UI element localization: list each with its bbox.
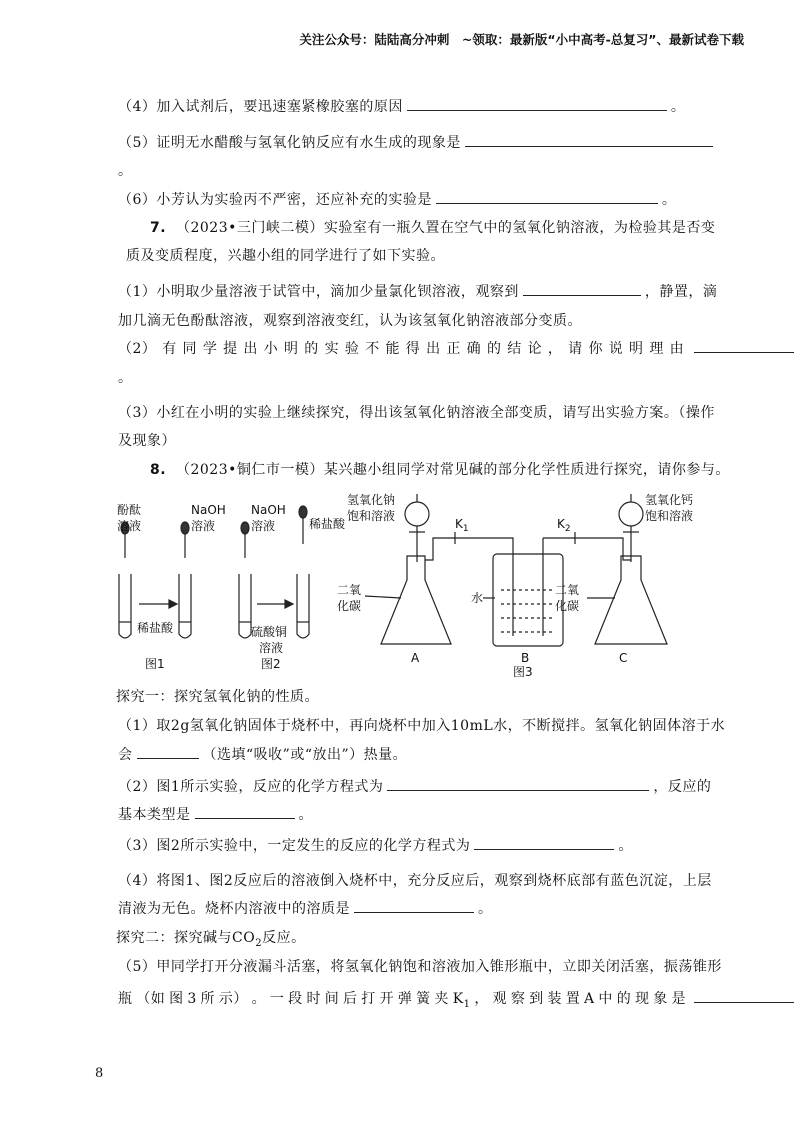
svg-text:饱和溶液: 饱和溶液: [347, 509, 396, 523]
word: $K_1$: [452, 991, 471, 1010]
label-k1: $K_1$: [455, 517, 469, 534]
answer-blank[interactable]: [137, 744, 199, 759]
experiment-figure: [115, 486, 705, 678]
word: 是: [671, 991, 687, 1007]
word: 小: [263, 341, 279, 357]
word: 同: [182, 341, 198, 357]
word: 提: [223, 341, 238, 357]
word: 说: [608, 341, 624, 357]
test-tube: [239, 574, 251, 638]
word: 理: [649, 341, 664, 357]
q6-part4: （4）加入试剂后，要迅速塞紧橡胶塞的原因 。: [118, 96, 685, 116]
word: 段: [288, 991, 303, 1007]
word: 观: [492, 991, 508, 1007]
word: 得: [405, 341, 421, 357]
q8-stem: 8. （2023•铜仁市一模）某兴趣小组同学对常见碱的部分化学性质进行探究，请你参与。: [150, 462, 730, 478]
test-tube: [179, 574, 191, 638]
page-header: 关注公众号：陆陆高分冲刺 ~领取：最新版“小中高考-总复习”、最新试卷下载: [299, 32, 744, 47]
q8-part1: （1）取2g氢氧化钠固体于烧杯中，再向烧杯中加入10mL水，不断搅拌。氢氧化钠固体溶于水: [118, 718, 726, 734]
q7-stem-line1: 7. （2023•三门峡二模）实验室有一瓶久置在空气中的氢氧化钠溶液，为检验其是否变: [150, 220, 716, 236]
word: 不: [365, 341, 380, 357]
q8-part3: （3）图2所示实验中，一定发生的反应的化学方程式为 。: [118, 835, 633, 855]
word: 后: [343, 991, 358, 1007]
word: ，: [474, 991, 489, 1007]
word: 的: [616, 991, 632, 1007]
svg-text:溶液: 溶液: [191, 519, 216, 533]
word: 由: [669, 341, 685, 357]
word: 察: [510, 991, 526, 1007]
word: 间: [324, 991, 340, 1007]
word: 明: [284, 341, 299, 357]
word: 学: [202, 341, 218, 357]
label-caoh-saturated: 氢氧化钙: [645, 493, 694, 507]
q7-part3: （3）小红在小明的实验上继续探究，得出该氢氧化钠溶液全部变质，请写出实验方案。（操作: [118, 405, 715, 421]
label-co2-right: 二氧: [555, 583, 580, 597]
dropper-icon: [241, 522, 249, 558]
word: 一: [269, 991, 285, 1007]
test-tube: [297, 574, 309, 638]
answer-blank[interactable]: [407, 96, 667, 111]
label-b: B: [521, 651, 530, 665]
word: 开: [379, 991, 395, 1007]
q6-part6: （6）小芳认为实验丙不严密，还应补充的实验是 。: [118, 189, 676, 209]
separatory-funnel: [619, 502, 643, 526]
answer-blank[interactable]: [436, 189, 658, 204]
word: 打: [361, 991, 376, 1007]
svg-text:化碳: 化碳: [555, 599, 580, 613]
word: 验: [344, 341, 360, 357]
answer-blank[interactable]: [195, 804, 295, 819]
label-dilute-hcl-bottom: 稀盐酸: [137, 621, 174, 635]
word: 出: [243, 341, 258, 357]
q7-part2-end: 。: [118, 370, 133, 386]
subscript: 1: [463, 998, 471, 1010]
caption-fig1: 图1: [145, 657, 165, 671]
word: 弹: [397, 991, 413, 1007]
svg-text:溶液: 溶液: [259, 641, 284, 655]
word: 。: [251, 991, 267, 1007]
word: 装: [547, 991, 562, 1007]
dropper-icon: [299, 506, 307, 544]
svg-text:饱和溶液: 饱和溶液: [645, 509, 694, 523]
word: 你: [588, 341, 603, 357]
conical-flask-a: [381, 556, 451, 644]
test-tube: [119, 574, 131, 638]
word: 的: [304, 341, 319, 357]
word: 中: [598, 991, 613, 1007]
word: 明: [629, 341, 644, 357]
word: （2）: [118, 341, 157, 357]
q8-part5: （5）甲同学打开分液漏斗活塞，将氢氧化钠饱和溶液加入锥形瓶中，立即关闭活塞，振荡锥形: [118, 959, 722, 975]
label-phenolphthalein: 酚酞: [117, 503, 142, 517]
word: 论: [527, 341, 543, 357]
word: A: [584, 991, 595, 1007]
q7-part1: （1）小明取少量溶液于试管中，滴加少量氯化钡溶液，观察到 ，静置，滴: [118, 281, 717, 301]
q7-part2: [118, 338, 798, 358]
answer-blank[interactable]: [465, 132, 713, 147]
word: 夹: [434, 991, 449, 1007]
word: 确: [466, 341, 482, 357]
inquiry-2-heading: 探究二：探究碱与$CO_2$反应。: [116, 930, 306, 949]
word: 的: [486, 341, 502, 357]
label-c: C: [619, 651, 628, 665]
word: 3: [187, 991, 197, 1007]
q8-part4-cont: 清液为无色。烧杯内溶液中的溶质是 。: [118, 898, 493, 918]
label-co2-left: 二氧: [337, 583, 362, 597]
dropper-icon: [181, 522, 189, 558]
word: 实: [324, 341, 340, 357]
svg-text:化碳: 化碳: [337, 599, 362, 613]
label-k2: $K_2$: [557, 517, 571, 534]
word: 出: [426, 341, 441, 357]
inquiry-1-heading: 探究一：探究氢氧化钠的性质。: [116, 689, 319, 705]
svg-text:溶液: 溶液: [251, 519, 276, 533]
word: 图: [169, 991, 184, 1007]
q8-part5-cont: [118, 988, 798, 1010]
caption-fig2: 图2: [261, 657, 281, 671]
word: 象: [653, 991, 668, 1007]
word: 结: [507, 341, 522, 357]
q6-part5-end: 。: [118, 163, 133, 179]
label-naoh-1: NaOH: [191, 503, 226, 517]
q8-part4: （4）将图1、图2反应后的溶液倒入烧杯中，充分反应后，观察到烧杯底部有蓝色沉淀，上层: [118, 873, 712, 889]
answer-blank[interactable]: [694, 338, 794, 353]
label-a: A: [411, 651, 420, 665]
answer-blank[interactable]: [474, 835, 614, 850]
conical-flask-c: [595, 556, 667, 644]
answer-blank[interactable]: [523, 281, 641, 296]
word: 所: [200, 991, 216, 1007]
q7-part1-cont: 加几滴无色酚酞溶液，观察到溶液变红，认为该氢氧化钠溶液部分变质。: [118, 313, 582, 329]
svg-text:溶液: 溶液: [117, 519, 142, 533]
page-number: 8: [95, 1066, 104, 1081]
label-naoh-2: NaOH: [251, 503, 286, 517]
word: 置: [565, 991, 581, 1007]
q8-part2: （2）图1所示实验，反应的化学方程式为 ，反应的: [118, 776, 711, 796]
answer-blank[interactable]: [694, 988, 794, 1003]
word: 到: [529, 991, 544, 1007]
word: 现: [634, 991, 650, 1007]
word: 时: [306, 991, 321, 1007]
word: 能: [385, 341, 400, 357]
q8-part1-cont: 会 （选填“吸收”或“放出”）热量。: [118, 744, 407, 764]
answer-blank[interactable]: [387, 776, 649, 791]
answer-blank[interactable]: [354, 898, 474, 913]
label-water: 水: [471, 591, 484, 605]
caption-fig3: 图3: [513, 665, 533, 678]
word: 请: [568, 341, 583, 357]
label-dilute-hcl-top: 稀盐酸: [309, 517, 346, 531]
word: 瓶: [118, 991, 133, 1007]
word: 簧: [416, 991, 431, 1007]
q7-stem-line2: 质及变质程度，兴趣小组的同学进行了如下实验。: [126, 248, 445, 264]
word: 示）: [218, 991, 248, 1007]
q6-part5: （5）证明无水醋酸与氢氧化钠反应有水生成的现象是: [118, 132, 717, 152]
q8-part2-cont: 基本类型是 。: [118, 804, 313, 824]
word: （如: [136, 991, 166, 1007]
label-copper-sulfate: 硫酸铜: [251, 625, 288, 639]
word: 有: [162, 341, 177, 357]
label-naoh-saturated: 氢氧化钠: [347, 493, 396, 507]
word: ，: [547, 341, 563, 357]
q7-part3-cont: 及现象）: [118, 433, 176, 449]
separatory-funnel: [405, 502, 429, 526]
word: 正: [446, 341, 461, 357]
